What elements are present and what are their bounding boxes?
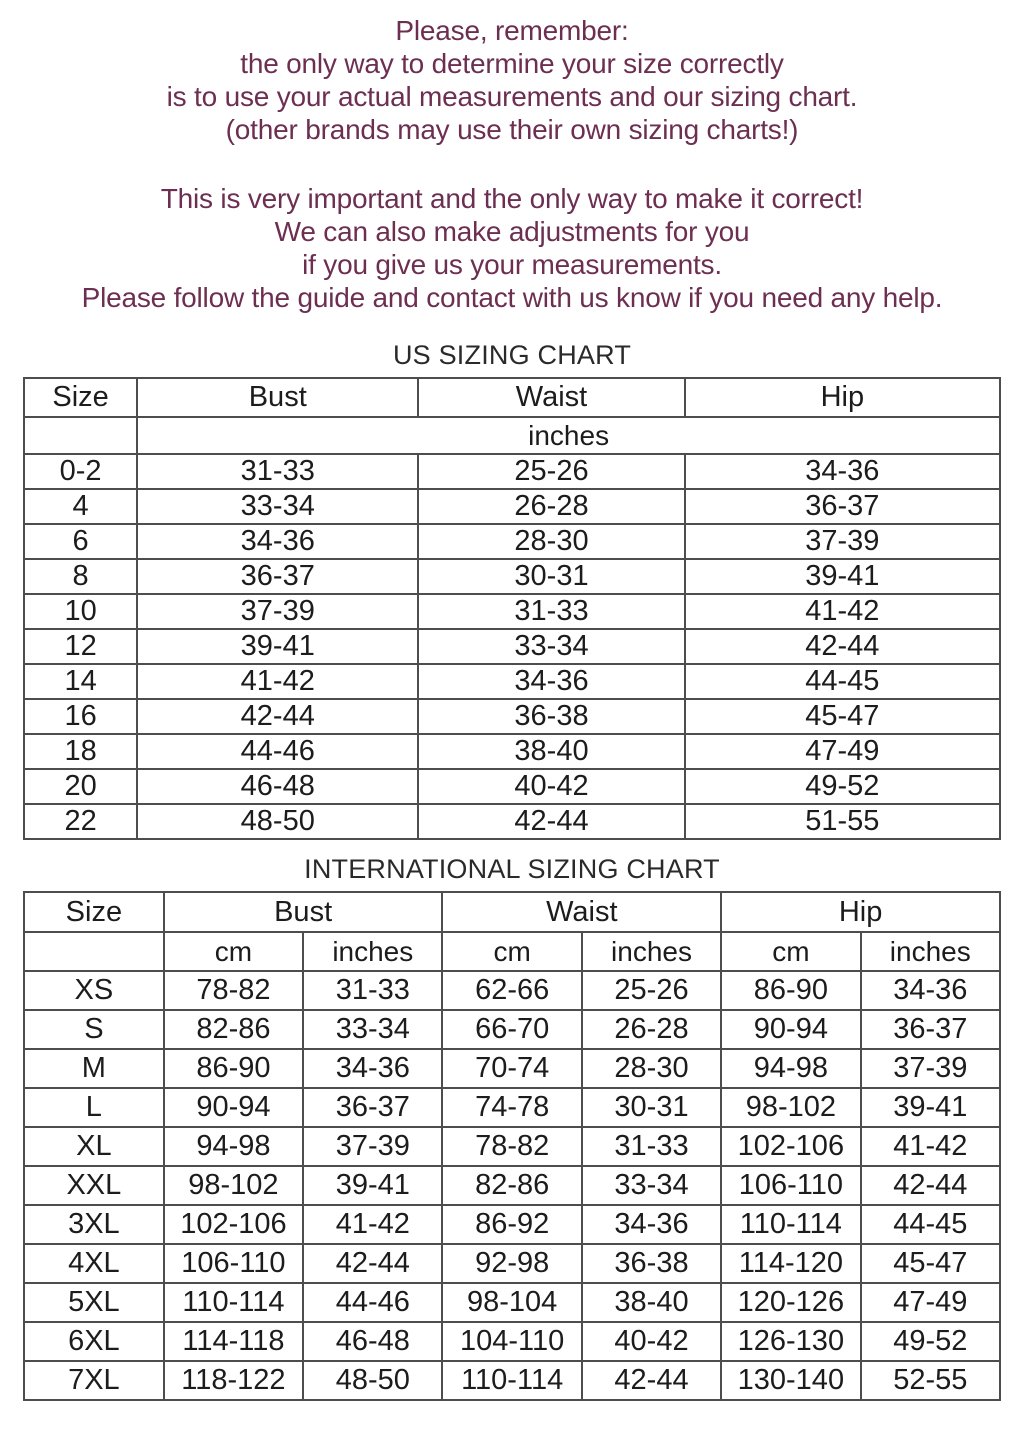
intl-size-cell: M [24,1049,164,1088]
us-chart-title: US SIZING CHART [392,340,632,370]
us-value-cell: 28-30 [418,524,684,559]
intl-value-cell: 42-44 [861,1166,1000,1205]
us-table-row [24,489,1000,524]
intl-col-header-waist: Waist [442,892,721,932]
intl-value-cell: 92-98 [442,1244,581,1283]
intl-value-cell: 120-126 [721,1283,860,1322]
us-size-cell: 22 [24,804,137,839]
us-value-cell: 33-34 [418,629,684,664]
intl-value-cell: 82-86 [164,1010,303,1049]
us-value-cell: 34-36 [137,524,418,559]
intl-units-label-hip-inches: inches [861,932,1000,971]
intl-value-cell: 118-122 [164,1361,303,1400]
intl-value-cell: 74-78 [442,1088,581,1127]
intro-line: the only way to determine your size correctly [240,48,784,79]
us-table-row [24,664,1000,699]
intl-size-cell: 6XL [24,1322,164,1361]
us-value-cell: 38-40 [418,734,684,769]
intl-value-cell: 110-114 [164,1283,303,1322]
us-value-cell: 42-44 [685,629,1000,664]
intl-value-cell: 40-42 [582,1322,721,1361]
intl-size-cell: L [24,1088,164,1127]
us-value-cell: 26-28 [418,489,684,524]
intl-size-cell: XS [24,971,164,1010]
us-size-cell: 14 [24,664,137,699]
intl-col-header-size: Size [24,892,164,932]
us-col-header-hip: Hip [685,378,1000,417]
intl-value-cell: 86-90 [164,1049,303,1088]
intl-table-row [24,1049,1000,1088]
us-value-cell: 44-45 [685,664,1000,699]
us-value-cell: 34-36 [685,454,1000,489]
intl-value-cell: 126-130 [721,1322,860,1361]
intl-value-cell: 34-36 [303,1049,442,1088]
us-value-cell: 47-49 [685,734,1000,769]
us-size-cell: 4 [24,489,137,524]
us-table-row [24,699,1000,734]
intro-line: This is very important and the only way to make it correct! [160,183,864,214]
intl-value-cell: 78-82 [442,1127,581,1166]
us-size-cell: 0-2 [24,454,137,489]
us-value-cell: 40-42 [418,769,684,804]
intl-value-cell: 98-102 [164,1166,303,1205]
intl-table-row [24,1127,1000,1166]
us-size-cell: 16 [24,699,137,734]
us-sizing-table [23,377,1001,840]
us-value-cell: 37-39 [685,524,1000,559]
intro-line: Please, remember: [395,15,629,46]
intl-value-cell: 49-52 [861,1322,1000,1361]
us-value-cell: 41-42 [137,664,418,699]
us-size-cell: 12 [24,629,137,664]
us-value-cell: 30-31 [418,559,684,594]
intl-value-cell: 102-106 [164,1205,303,1244]
intl-value-cell: 37-39 [861,1049,1000,1088]
us-size-cell: 8 [24,559,137,594]
intl-units-label-hip-cm: cm [721,932,860,971]
us-value-cell: 46-48 [137,769,418,804]
intro-text-block [0,0,1024,314]
intl-value-cell: 34-36 [582,1205,721,1244]
intro-paragraph-gap [0,146,1024,182]
us-table-row [24,559,1000,594]
intl-units-label-bust-inches: inches [303,932,442,971]
intl-size-cell: XL [24,1127,164,1166]
intro-line: is to use your actual measurements and our sizing chart. [166,81,858,112]
us-table-row [24,769,1000,804]
intl-table-row [24,1166,1000,1205]
intro-line: Please follow the guide and contact with us know if you need any help. [81,282,943,313]
intl-size-cell: 7XL [24,1361,164,1400]
intl-value-cell: 106-110 [164,1244,303,1283]
intl-size-cell: XXL [24,1166,164,1205]
intl-value-cell: 90-94 [721,1010,860,1049]
us-value-cell: 42-44 [137,699,418,734]
intl-value-cell: 25-26 [582,971,721,1010]
us-units-label: inches [137,417,1000,454]
intl-col-header-hip: Hip [721,892,1000,932]
intl-value-cell: 46-48 [303,1322,442,1361]
us-table-row [24,594,1000,629]
intl-size-cell: 3XL [24,1205,164,1244]
intl-value-cell: 110-114 [442,1361,581,1400]
us-table-row [24,734,1000,769]
intl-table-row [24,1361,1000,1400]
intl-value-cell: 31-33 [582,1127,721,1166]
us-table-row [24,524,1000,559]
intl-value-cell: 39-41 [303,1166,442,1205]
intl-value-cell: 52-55 [861,1361,1000,1400]
intl-sizing-table [23,891,1001,1401]
intl-value-cell: 31-33 [303,971,442,1010]
us-value-cell: 45-47 [685,699,1000,734]
us-value-cell: 34-36 [418,664,684,699]
us-value-cell: 42-44 [418,804,684,839]
intl-units-blank-cell [24,932,164,971]
us-value-cell: 36-37 [137,559,418,594]
intl-value-cell: 82-86 [442,1166,581,1205]
intl-value-cell: 62-66 [442,971,581,1010]
intl-value-cell: 78-82 [164,971,303,1010]
intl-table-row [24,971,1000,1010]
intl-chart-title: INTERNATIONAL SIZING CHART [304,854,720,884]
intl-value-cell: 66-70 [442,1010,581,1049]
intl-size-cell: 4XL [24,1244,164,1283]
intl-value-cell: 33-34 [303,1010,442,1049]
intl-col-header-bust: Bust [164,892,443,932]
intl-value-cell: 86-90 [721,971,860,1010]
us-size-cell: 20 [24,769,137,804]
intl-value-cell: 94-98 [721,1049,860,1088]
intl-units-label-waist-cm: cm [442,932,581,971]
intl-value-cell: 48-50 [303,1361,442,1400]
us-size-cell: 10 [24,594,137,629]
us-value-cell: 31-33 [137,454,418,489]
intl-table-row [24,1088,1000,1127]
intl-value-cell: 36-37 [303,1088,442,1127]
intro-line: (other brands may use their own sizing charts!) [225,114,799,145]
us-value-cell: 36-37 [685,489,1000,524]
intl-value-cell: 45-47 [861,1244,1000,1283]
intl-value-cell: 98-104 [442,1283,581,1322]
intl-table-row [24,1283,1000,1322]
intl-value-cell: 33-34 [582,1166,721,1205]
intl-value-cell: 102-106 [721,1127,860,1166]
intl-value-cell: 34-36 [861,971,1000,1010]
intl-value-cell: 106-110 [721,1166,860,1205]
intl-table-row [24,1322,1000,1361]
intl-value-cell: 39-41 [861,1088,1000,1127]
intl-table-row [24,1244,1000,1283]
us-table-units-row [24,417,1000,454]
intl-value-cell: 90-94 [164,1088,303,1127]
us-value-cell: 37-39 [137,594,418,629]
intl-size-cell: 5XL [24,1283,164,1322]
us-value-cell: 33-34 [137,489,418,524]
intl-value-cell: 28-30 [582,1049,721,1088]
us-col-header-size: Size [24,378,137,417]
intl-value-cell: 26-28 [582,1010,721,1049]
us-table-row [24,804,1000,839]
intl-value-cell: 47-49 [861,1283,1000,1322]
us-value-cell: 39-41 [137,629,418,664]
intl-table-units-row [24,932,1000,971]
intl-value-cell: 42-44 [303,1244,442,1283]
intl-table-row [24,1010,1000,1049]
intl-value-cell: 36-37 [861,1010,1000,1049]
us-table-row [24,454,1000,489]
intl-value-cell: 104-110 [442,1322,581,1361]
intl-value-cell: 130-140 [721,1361,860,1400]
us-size-cell: 6 [24,524,137,559]
intl-value-cell: 38-40 [582,1283,721,1322]
intl-value-cell: 94-98 [164,1127,303,1166]
us-value-cell: 49-52 [685,769,1000,804]
intl-size-cell: S [24,1010,164,1049]
intl-value-cell: 44-46 [303,1283,442,1322]
us-col-header-waist: Waist [418,378,684,417]
intl-value-cell: 41-42 [861,1127,1000,1166]
intl-value-cell: 41-42 [303,1205,442,1244]
us-value-cell: 31-33 [418,594,684,629]
us-col-header-bust: Bust [137,378,418,417]
us-value-cell: 44-46 [137,734,418,769]
intl-units-label-bust-cm: cm [164,932,303,971]
intl-value-cell: 42-44 [582,1361,721,1400]
us-value-cell: 41-42 [685,594,1000,629]
us-table-header-row [24,378,1000,417]
intl-table-header-row [24,892,1000,932]
intl-units-label-waist-inches: inches [582,932,721,971]
intl-value-cell: 37-39 [303,1127,442,1166]
intl-value-cell: 70-74 [442,1049,581,1088]
intl-value-cell: 44-45 [861,1205,1000,1244]
intl-value-cell: 114-118 [164,1322,303,1361]
intl-value-cell: 86-92 [442,1205,581,1244]
us-value-cell: 51-55 [685,804,1000,839]
intro-line: if you give us your measurements. [302,249,722,280]
intro-line: We can also make adjustments for you [274,216,750,247]
intl-value-cell: 30-31 [582,1088,721,1127]
us-value-cell: 48-50 [137,804,418,839]
us-value-cell: 39-41 [685,559,1000,594]
us-size-cell: 18 [24,734,137,769]
us-value-cell: 36-38 [418,699,684,734]
intl-table-row [24,1205,1000,1244]
intl-value-cell: 36-38 [582,1244,721,1283]
intl-value-cell: 98-102 [721,1088,860,1127]
intl-value-cell: 114-120 [721,1244,860,1283]
us-table-row [24,629,1000,664]
us-value-cell: 25-26 [418,454,684,489]
intl-value-cell: 110-114 [721,1205,860,1244]
us-units-blank-cell [24,417,137,454]
